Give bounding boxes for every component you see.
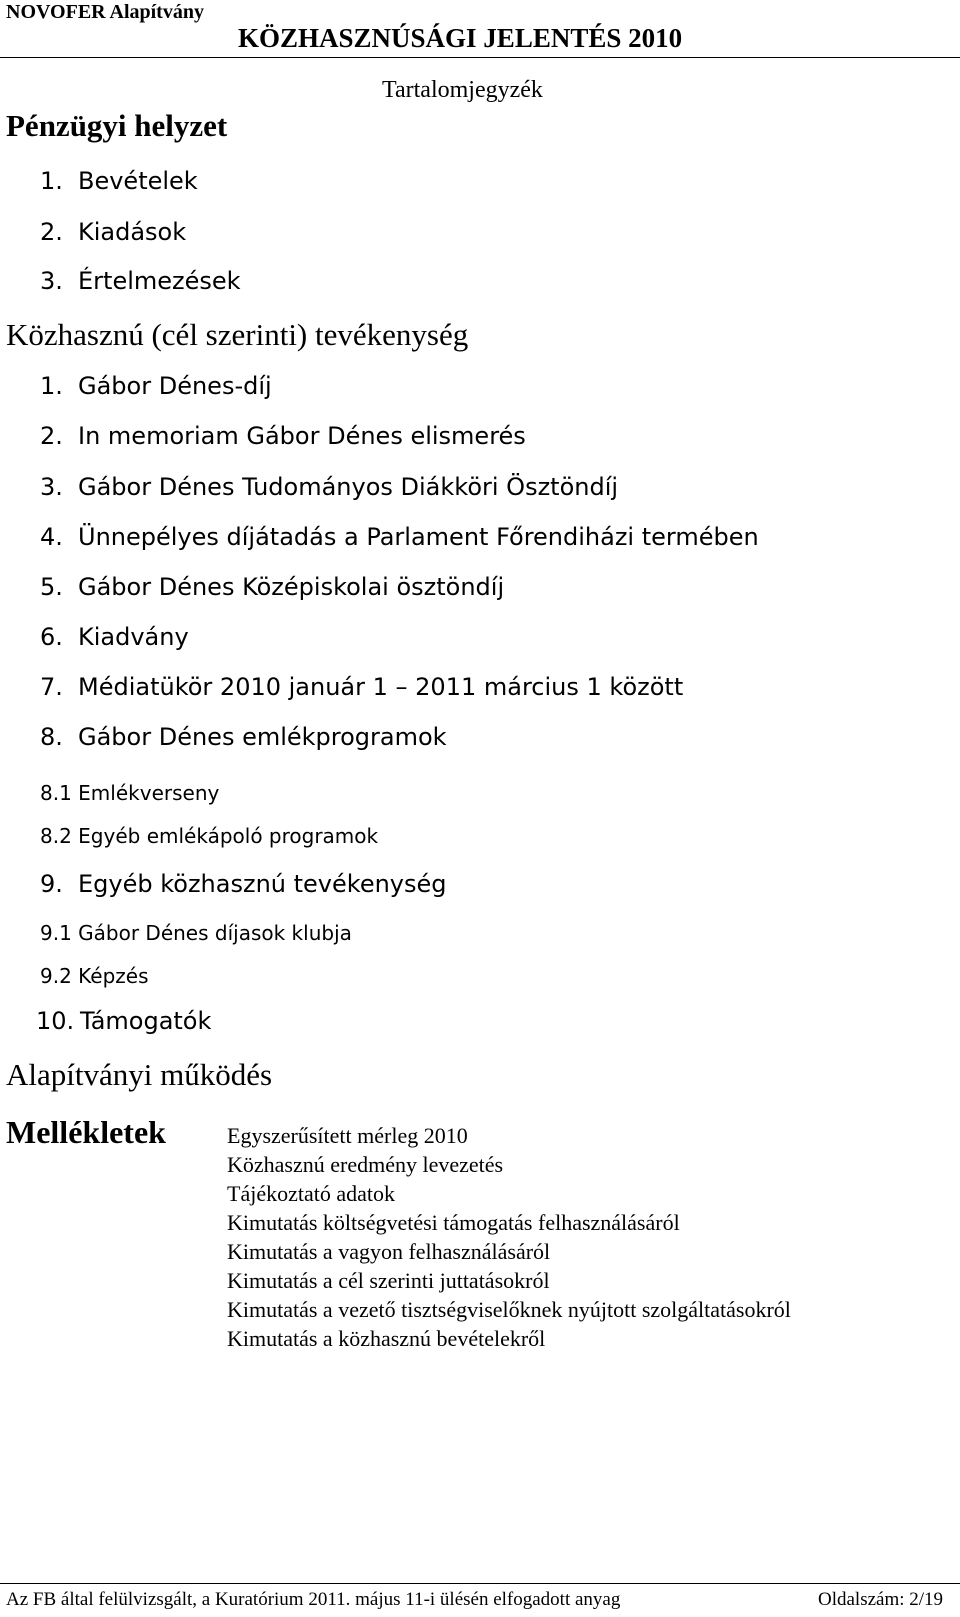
toc-item-label: Médiatükör 2010 január 1 – 2011 március 1 között <box>78 673 684 701</box>
page-number: Oldalszám: 2/19 <box>818 1589 944 1610</box>
toc-item-income <box>40 166 198 196</box>
attachment-item: Tájékoztató adatok <box>227 1181 395 1206</box>
attachment-item: Kimutatás költségvetési támogatás felhasználásáról <box>227 1210 680 1235</box>
toc-item-label: Kiadvány <box>78 623 189 651</box>
toc-item-number: 3. <box>40 267 63 295</box>
toc-item-label: Értelmezések <box>78 267 241 295</box>
toc-item-number: 3. <box>40 473 63 501</box>
attachment-item: Kimutatás a vagyon felhasználásáról <box>227 1239 551 1264</box>
toc-item-interpretations <box>40 266 241 296</box>
toc-item-number: 1. <box>40 372 63 400</box>
toc-item-gabor-denes-award <box>40 371 272 401</box>
attachment-item: Kimutatás a közhasznú bevételekről <box>227 1326 546 1351</box>
toc-subitem-laureates-club: 9.1 Gábor Dénes díjasok klubja <box>40 921 352 945</box>
toc-item-label: Egyéb közhasznú tevékenység <box>78 870 447 898</box>
section-heading-public-benefit: Közhasznú (cél szerinti) tevékenység <box>6 317 469 352</box>
attachment-item: Kimutatás a vezető tisztségviselőknek nyújtott szolgáltatásokról <box>227 1297 791 1322</box>
toc-item-in-memoriam <box>40 421 526 451</box>
toc-item-number: 9. <box>40 870 63 898</box>
toc-item-number: 5. <box>40 573 63 601</box>
attachment-item: Egyszerűsített mérleg 2010 <box>227 1123 468 1148</box>
toc-item-number: 8. <box>40 723 63 751</box>
toc-item-media-review <box>40 672 683 702</box>
footer-approval-note: Az FB által felülvizsgált, a Kuratórium 2011. május 11-i ülésén elfogadott anyag <box>6 1589 621 1610</box>
toc-item-label: Gábor Dénes-díj <box>78 372 272 400</box>
footer-divider <box>0 1583 960 1584</box>
toc-item-scholarship <box>40 472 618 502</box>
attachment-item: Kimutatás a cél szerinti juttatásokról <box>227 1268 550 1293</box>
toc-subitem-memorial-competition: 8.1 Emlékverseny <box>40 781 220 805</box>
toc-item-number: 10. <box>36 1007 75 1035</box>
attachment-item: Közhasznú eredmény levezetés <box>227 1152 504 1177</box>
toc-item-expenses <box>40 217 186 247</box>
toc-item-number: 1. <box>40 167 63 195</box>
toc-item-other-activity <box>40 869 447 899</box>
section-heading-financial: Pénzügyi helyzet <box>6 108 228 143</box>
toc-item-label: Ünnepélyes díjátadás a Parlament Főrendiházi termében <box>78 523 759 551</box>
toc-subitem-other-memorial-programs: 8.2 Egyéb emlékápoló programok <box>40 824 379 848</box>
header-divider <box>0 57 960 58</box>
toc-item-number: 2. <box>40 218 63 246</box>
toc-item-number: 6. <box>40 623 63 651</box>
toc-item-number: 7. <box>40 673 63 701</box>
toc-item-number: 4. <box>40 523 63 551</box>
toc-item-number: 2. <box>40 422 63 450</box>
toc-item-publication <box>40 622 189 652</box>
toc-item-memorial-programs <box>40 722 447 752</box>
toc-item-label: Támogatók <box>80 1007 212 1035</box>
organization-name: NOVOFER Alapítvány <box>6 1 204 23</box>
toc-item-label: Gábor Dénes Tudományos Diákköri Ösztöndíj <box>78 473 619 501</box>
report-title: KÖZHASZNÚSÁGI JELENTÉS 2010 <box>238 23 683 53</box>
toc-item-label: Gábor Dénes emlékprogramok <box>78 723 447 751</box>
toc-subitem-training: 9.2 Képzés <box>40 964 149 988</box>
toc-item-highschool-scholarship <box>40 572 504 602</box>
section-heading-operation: Alapítványi működés <box>6 1057 273 1092</box>
toc-item-label: Gábor Dénes Középiskolai ösztöndíj <box>78 573 505 601</box>
toc-item-supporters <box>36 1006 211 1036</box>
toc-title: Tartalomjegyzék <box>382 77 543 103</box>
toc-item-label: Kiadások <box>78 218 187 246</box>
toc-item-label: Bevételek <box>78 167 198 195</box>
section-heading-attachments: Mellékletek <box>6 1114 166 1150</box>
toc-item-ceremony <box>40 522 759 552</box>
attachment-list <box>227 1121 791 1353</box>
toc-item-label: In memoriam Gábor Dénes elismerés <box>78 422 526 450</box>
